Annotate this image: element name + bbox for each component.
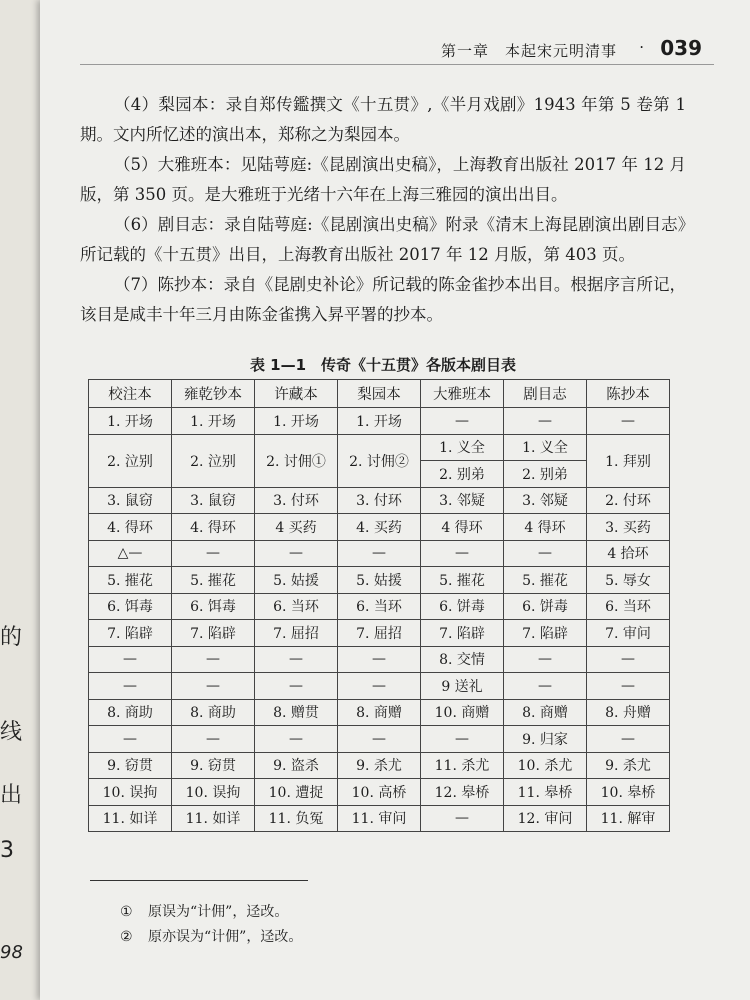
table-cell: — (587, 646, 670, 673)
table-cell: — (172, 726, 255, 753)
table-cell: 11. 解审 (587, 805, 670, 832)
table-cell: 5. 摧花 (89, 567, 172, 594)
table-cell: 10. 皋桥 (587, 779, 670, 806)
table-cell: 10. 误拘 (172, 779, 255, 806)
table-row (89, 514, 670, 541)
table-cell: 9. 杀尤 (587, 752, 670, 779)
table-cell: 8. 商助 (172, 699, 255, 726)
table-cell: — (255, 540, 338, 567)
table-cell: 9 送礼 (421, 673, 504, 700)
table-cell: 8. 商赠 (504, 699, 587, 726)
table-cell: 1. 义全 (421, 434, 504, 461)
table-cell: — (421, 540, 504, 567)
table-cell: — (587, 726, 670, 753)
table-cell: 7. 审问 (587, 620, 670, 647)
table-cell: 11. 如详 (172, 805, 255, 832)
column-header: 剧目志 (504, 380, 587, 408)
table-row (89, 408, 670, 435)
table-cell: 11. 如详 (89, 805, 172, 832)
table-cell: 4 买药 (255, 514, 338, 541)
book-page (40, 0, 750, 1000)
table-cell: — (504, 673, 587, 700)
table-cell: 10. 遭捉 (255, 779, 338, 806)
table-cell: 7. 陷辟 (172, 620, 255, 647)
table-cell: 11. 杀尤 (421, 752, 504, 779)
table-cell: 5. 摧花 (172, 567, 255, 594)
table-cell: — (338, 673, 421, 700)
table-cell: — (338, 726, 421, 753)
table-header-row (89, 380, 670, 408)
table-cell: 4 拾环 (587, 540, 670, 567)
table-cell: 3. 鼠窃 (89, 487, 172, 514)
table-cell: — (504, 540, 587, 567)
table-cell: 2. 别弟 (421, 461, 504, 488)
table-cell: 8. 赠贯 (255, 699, 338, 726)
table-cell: 9. 杀尤 (338, 752, 421, 779)
page-number: 039 (660, 36, 702, 60)
footnote (120, 925, 302, 950)
table-cell: — (255, 726, 338, 753)
table-row (89, 699, 670, 726)
table-cell: 6. 饵毒 (172, 593, 255, 620)
table-cell: 10. 高桥 (338, 779, 421, 806)
table-title: 表 1—1 传奇《十五贯》各版本剧目表 (249, 356, 517, 374)
table-cell: 4 得环 (504, 514, 587, 541)
table-cell: 4. 得环 (172, 514, 255, 541)
left-page-char: 3 (0, 838, 14, 863)
table-cell: 4. 得环 (89, 514, 172, 541)
footnote-mark: ① (120, 904, 133, 920)
table-cell: 11. 皋桥 (504, 779, 587, 806)
footnote-mark: ② (120, 929, 133, 945)
table-cell: — (172, 673, 255, 700)
table-cell: 1. 开场 (255, 408, 338, 435)
table-cell: 5. 辱女 (587, 567, 670, 594)
table-cell: 7. 陷辟 (89, 620, 172, 647)
table-row (89, 779, 670, 806)
table-cell: 10. 商赠 (421, 699, 504, 726)
table-cell: — (89, 646, 172, 673)
table-cell: 8. 商助 (89, 699, 172, 726)
table-cell: 2. 讨佣② (338, 434, 421, 487)
table-cell: 5. 姑援 (255, 567, 338, 594)
left-page-char: 线 (0, 720, 23, 745)
header-separator: · (639, 38, 644, 56)
column-header: 雍乾钞本 (172, 380, 255, 408)
table-cell: 3. 付环 (338, 487, 421, 514)
footnotes (120, 900, 302, 950)
table-cell: — (587, 408, 670, 435)
table-cell: 11. 负冤 (255, 805, 338, 832)
table-cell: — (89, 673, 172, 700)
table-row (89, 646, 670, 673)
table-cell: — (421, 408, 504, 435)
table-cell: 8. 舟赠 (587, 699, 670, 726)
table-row (89, 434, 670, 461)
footnote-text: 原亦误为“计佣”，迳改。 (148, 929, 303, 945)
table-cell: — (504, 646, 587, 673)
table-cell: 2. 付环 (587, 487, 670, 514)
table-cell: 6. 当环 (338, 593, 421, 620)
table-cell: 6. 饼毒 (421, 593, 504, 620)
table-cell: 7. 屈招 (338, 620, 421, 647)
table-cell: 3. 邻疑 (421, 487, 504, 514)
left-page-strip (0, 0, 40, 1000)
table-cell: 1. 开场 (172, 408, 255, 435)
table-cell: 3. 买药 (587, 514, 670, 541)
running-header (40, 32, 750, 64)
table-cell: 3. 邻疑 (504, 487, 587, 514)
table-cell: — (89, 726, 172, 753)
table-row (89, 593, 670, 620)
table-row (89, 752, 670, 779)
table-cell: — (421, 805, 504, 832)
table-cell: 4 得环 (421, 514, 504, 541)
table-cell: — (504, 408, 587, 435)
table-cell: — (421, 726, 504, 753)
table-cell: 4. 买药 (338, 514, 421, 541)
left-page-char: 出 (0, 783, 23, 808)
chapter-title: 第一章 本起宋元明清事 (440, 42, 617, 60)
table-cell: 12. 皋桥 (421, 779, 504, 806)
table-cell: 9. 盗杀 (255, 752, 338, 779)
table-cell: 6. 当环 (255, 593, 338, 620)
footnote (120, 900, 302, 925)
table-row (89, 673, 670, 700)
footnote-rule (90, 880, 308, 881)
table-cell: 2. 别弟 (504, 461, 587, 488)
table-cell: — (255, 646, 338, 673)
footnote-text: 原误为“计佣”，迳改。 (148, 904, 289, 920)
table-cell: 3. 付环 (255, 487, 338, 514)
table-row (89, 805, 670, 832)
table-cell: 2. 泣别 (89, 434, 172, 487)
column-header: 校注本 (89, 380, 172, 408)
table-cell: 10. 杀尤 (504, 752, 587, 779)
table-row (89, 726, 670, 753)
table-row (89, 620, 670, 647)
table-cell: 5. 摧花 (421, 567, 504, 594)
table-cell: 7. 陷辟 (421, 620, 504, 647)
left-page-char: 98 (0, 942, 23, 963)
edition-table (88, 379, 670, 832)
table-row (89, 567, 670, 594)
table-cell: 5. 摧花 (504, 567, 587, 594)
table-cell: 9. 窃贯 (172, 752, 255, 779)
body-text (80, 90, 686, 330)
column-header: 梨园本 (338, 380, 421, 408)
table-cell: — (172, 540, 255, 567)
table-cell: 1. 拜别 (587, 434, 670, 487)
table-cell: 11. 审问 (338, 805, 421, 832)
table-cell: 5. 姑援 (338, 567, 421, 594)
table-cell: 6. 饼毒 (504, 593, 587, 620)
table-cell: 8. 交情 (421, 646, 504, 673)
left-page-char: 的 (0, 625, 23, 650)
table-row (89, 540, 670, 567)
table-cell: △— (89, 540, 172, 567)
table-cell: — (255, 673, 338, 700)
paragraph: （5）大雅班本：见陆萼庭:《昆剧演出史稿》，上海教育出版社 2017 年 12 月版，第 350 页。是大雅班于光绪十六年在上海三雅园的演出出目。 (80, 155, 686, 204)
paragraph: （7）陈抄本：录自《昆剧史补论》所记载的陈金雀抄本出目。根据序言所记，该目是咸丰十年三月由陈金雀携入昇平署的抄本。 (80, 275, 686, 324)
table-cell: 7. 陷辟 (504, 620, 587, 647)
table-cell: 8. 商赠 (338, 699, 421, 726)
header-rule (80, 64, 714, 65)
table-cell: 6. 当环 (587, 593, 670, 620)
table-cell: 2. 泣别 (172, 434, 255, 487)
table-cell: 9. 窃贯 (89, 752, 172, 779)
table-cell: 10. 误拘 (89, 779, 172, 806)
table-cell: 1. 义全 (504, 434, 587, 461)
table-cell: 3. 鼠窃 (172, 487, 255, 514)
table-cell: — (338, 540, 421, 567)
table-cell: 12. 审问 (504, 805, 587, 832)
table-cell: 9. 归家 (504, 726, 587, 753)
table-row (89, 487, 670, 514)
paragraph: （6）剧目志：录自陆萼庭:《昆剧演出史稿》附录《清末上海昆剧演出剧目志》所记载的《十五贯》出目，上海教育出版社 2017 年 12 月版，第 403 页。 (80, 215, 686, 264)
paragraph: （4）梨园本：录自郑传鑑撰文《十五贯》,《半月戏剧》1943 年第 5 卷第 1 期。文内所忆述的演出本，郑称之为梨园本。 (80, 95, 686, 144)
table-cell: 7. 屈招 (255, 620, 338, 647)
column-header: 大雅班本 (421, 380, 504, 408)
table-cell: 1. 开场 (89, 408, 172, 435)
table-cell: 2. 讨佣① (255, 434, 338, 487)
column-header: 许藏本 (255, 380, 338, 408)
table-cell: — (172, 646, 255, 673)
column-header: 陈抄本 (587, 380, 670, 408)
table-cell: 6. 饵毒 (89, 593, 172, 620)
table-cell: 1. 开场 (338, 408, 421, 435)
table-cell: — (338, 646, 421, 673)
table-cell: — (587, 673, 670, 700)
